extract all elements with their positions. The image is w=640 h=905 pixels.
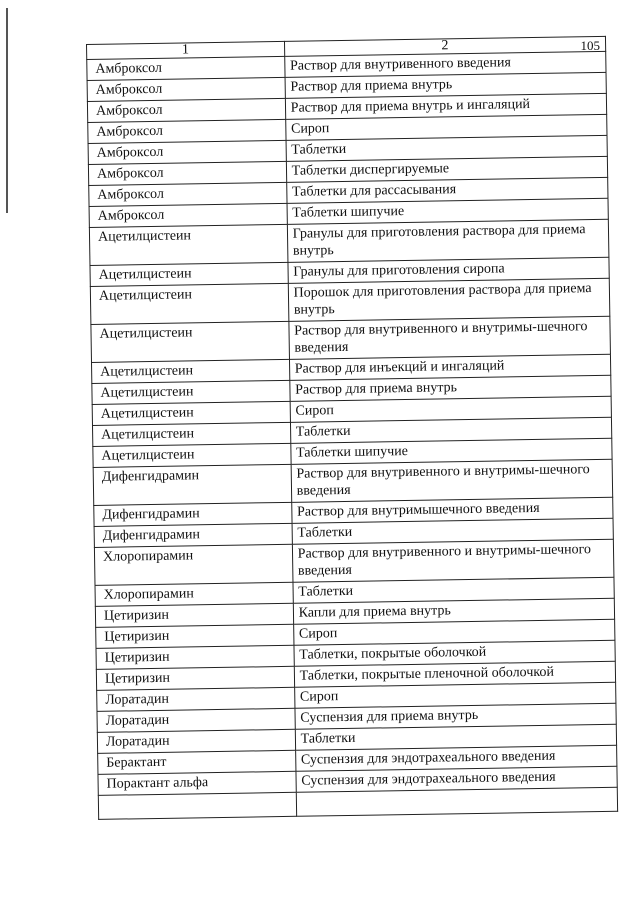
drug-name-cell: Цетиризин — [96, 666, 294, 690]
dosage-form-cell: Раствор для внутривенного и внутримы-шечного введения — [291, 459, 613, 502]
dosage-form-cell: Таблетки — [286, 135, 608, 161]
dosage-form-cell: Сироп — [294, 682, 616, 708]
drug-name-cell: Цетиризин — [96, 624, 294, 648]
drug-name-cell: Ацетилцистеин — [90, 283, 288, 324]
drug-name-cell: Амброксол — [88, 140, 286, 164]
dosage-form-cell: Раствор для внутривенного и внутримы-шечного введения — [289, 316, 611, 359]
empty-cell — [296, 787, 618, 816]
dosage-form-cell: Таблетки — [295, 724, 617, 750]
dosage-form-cell: Суспензия для эндотрахеального введения — [296, 766, 618, 792]
drug-name-cell: Амброксол — [89, 182, 287, 206]
dosage-form-cell: Гранулы для приготовления раствора для приема внутрь — [287, 219, 609, 262]
dosage-form-cell: Раствор для приема внутрь — [289, 375, 611, 401]
drug-name-cell: Хлоропирамин — [94, 544, 292, 585]
drug-name-cell: Цетиризин — [96, 645, 294, 669]
drug-name-cell: Амброксол — [88, 119, 286, 143]
drug-name-cell: Хлоропирамин — [95, 582, 293, 606]
drug-name-cell: Ацетилцистеин — [90, 262, 288, 286]
drug-name-cell: Ацетилцистеин — [92, 401, 290, 425]
scan-edge-line — [6, 8, 8, 213]
column-header-2: 2 — [284, 36, 606, 56]
dosage-form-cell: Таблетки шипучие — [290, 438, 612, 464]
page-number: 105 — [580, 38, 600, 53]
drug-name-cell: Лоратадин — [97, 708, 295, 732]
dosage-form-cell: Раствор для внутривенного введения — [284, 51, 606, 77]
dosage-form-cell: Гранулы для приготовления сиропа — [288, 257, 610, 283]
drug-name-cell: Лоратадин — [97, 687, 295, 711]
dosage-form-cell: Суспензия для эндотрахеального введения — [295, 745, 617, 771]
dosage-form-cell: Сироп — [293, 619, 615, 645]
drug-forms-table — [86, 36, 618, 820]
column-header-1: 1 — [87, 41, 285, 59]
dosage-form-cell: Сироп — [285, 114, 607, 140]
dosage-form-cell: Таблетки, покрытые пленочной оболочкой — [294, 661, 616, 687]
dosage-form-cell: Таблетки шипучие — [287, 198, 609, 224]
drug-name-cell: Дифенгидрамин — [94, 523, 292, 547]
dosage-form-cell: Таблетки диспергируемые — [286, 156, 608, 182]
table-body — [87, 51, 618, 819]
dosage-form-cell: Таблетки, покрытые оболочкой — [294, 640, 616, 666]
dosage-form-cell: Раствор для приема внутрь — [285, 72, 607, 98]
drug-name-cell: Амброксол — [87, 56, 285, 80]
dosage-form-cell: Раствор для внутримышечного введения — [291, 497, 613, 523]
drug-name-cell: Амброксол — [87, 98, 285, 122]
dosage-form-cell: Таблетки — [293, 577, 615, 603]
dosage-form-cell: Таблетки — [292, 518, 614, 544]
dosage-form-cell: Таблетки для рассасывания — [286, 177, 608, 203]
drug-name-cell: Ацетилцистеин — [93, 443, 291, 467]
drug-name-cell: Амброксол — [87, 77, 285, 101]
dosage-form-cell: Раствор для инъекций и ингаляций — [289, 354, 611, 380]
drug-name-cell: Дифенгидрамин — [93, 464, 291, 505]
drug-name-cell: Дифенгидрамин — [94, 502, 292, 526]
drug-name-cell: Ацетилцистеин — [92, 380, 290, 404]
drug-name-cell: Цетиризин — [95, 603, 293, 627]
drug-name-cell: Амброксол — [89, 203, 287, 227]
dosage-form-cell: Раствор для внутривенного и внутримы-шечного введения — [292, 539, 614, 582]
dosage-form-cell: Порошок для приготовления раствора для приема внутрь — [288, 278, 610, 321]
drug-name-cell: Ацетилцистеин — [91, 321, 289, 362]
dosage-form-cell: Таблетки — [290, 417, 612, 443]
drug-name-cell: Ацетилцистеин — [92, 422, 290, 446]
empty-cell — [98, 792, 296, 819]
dosage-form-cell: Капли для приема внутрь — [293, 598, 615, 624]
drug-name-cell: Лоратадин — [97, 729, 295, 753]
drug-name-cell: Ацетилцистеин — [92, 359, 290, 383]
drug-name-cell: Ацетилцистеин — [89, 224, 287, 265]
dosage-form-cell: Суспензия для приема внутрь — [295, 703, 617, 729]
drug-name-cell: Берактант — [98, 750, 296, 774]
drug-name-cell: Амброксол — [88, 161, 286, 185]
drug-name-cell: Порактант альфа — [98, 771, 296, 795]
dosage-form-cell: Раствор для приема внутрь и ингаляций — [285, 93, 607, 119]
dosage-form-cell: Сироп — [290, 396, 612, 422]
